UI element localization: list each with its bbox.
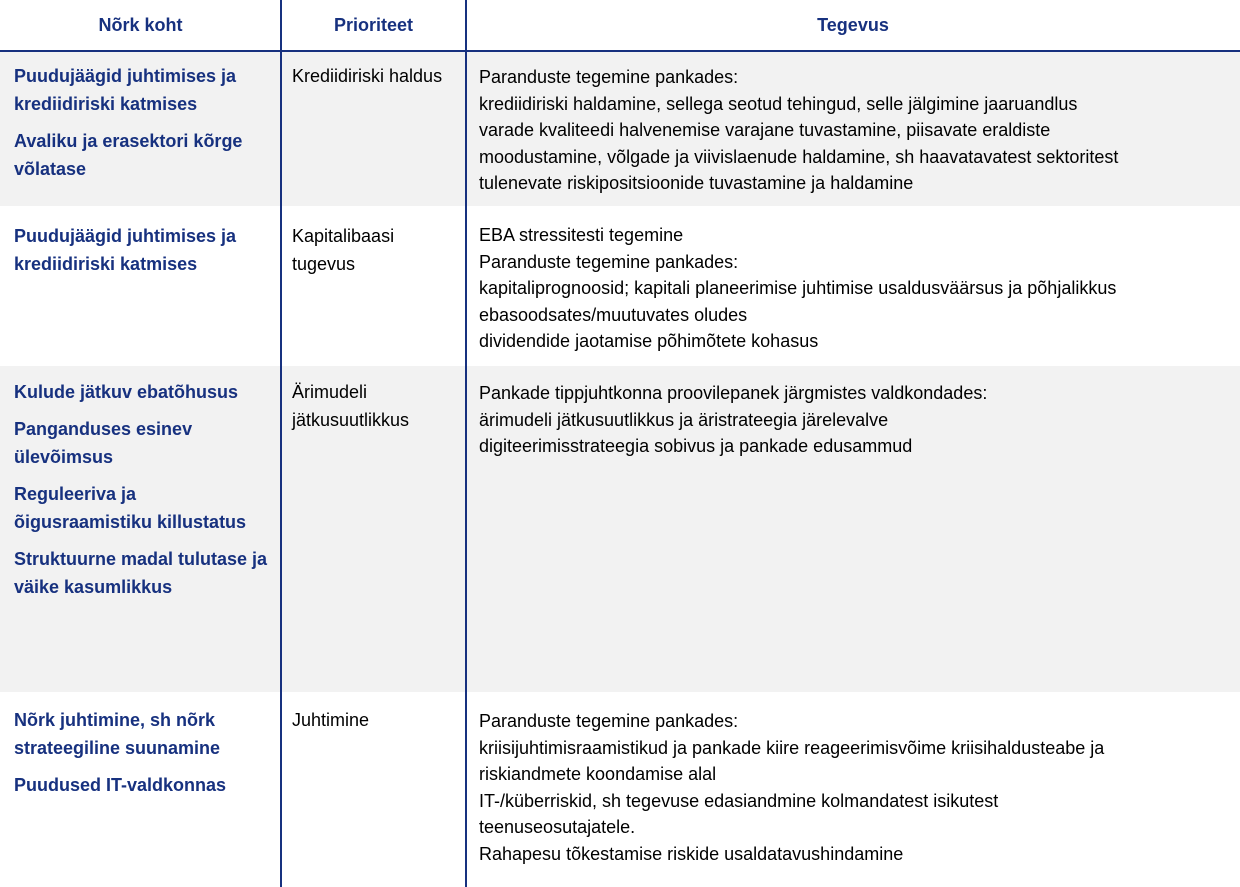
action-line: teenuseosutajatele.	[479, 817, 636, 837]
header-action: Tegevus	[817, 14, 889, 35]
action-line: varade kvaliteedi halvenemise varajane tuvastamine, piisavate eraldiste	[479, 120, 1051, 140]
header-priority: Prioriteet	[333, 14, 414, 35]
weak-point: Struktuurne madal tulutase ja väike kasumlikkus	[14, 549, 268, 597]
weak-point: Panganduses esinev ülevõimsus	[14, 419, 193, 467]
weak-point: Puudujäägid juhtimises ja krediidiriski katmises	[14, 66, 237, 114]
weak-point: Reguleeriva ja õigusraamistiku killustatus	[14, 484, 247, 532]
column-divider	[465, 0, 467, 887]
weak-points-cell	[14, 62, 276, 192]
weak-point: Puudused IT-valdkonnas	[14, 775, 227, 795]
weak-point: Kulude jätkuv ebatõhusus	[14, 382, 239, 402]
action-line: ebasoodsates/muutuvates oludes	[479, 304, 748, 325]
action-line: kapitaliprognoosid; kapitali planeerimise juhtimise usaldusväärsus ja põhjalikkus	[479, 278, 1117, 298]
priority-cell: Kapitalibaasi tugevus	[292, 226, 395, 274]
action-line: Paranduste tegemine pankades:	[479, 67, 739, 87]
action-line: ärimudeli jätkusuutlikkus ja äristrateegia järelevalve	[479, 409, 889, 430]
action-line: Rahapesu tõkestamise riskide usaldatavushindamine	[479, 843, 904, 864]
action-line: EBA stressitesti tegemine	[479, 225, 684, 245]
action-line: digiteerimisstrateegia sobivus ja pankade edusammud	[479, 436, 913, 456]
table-row	[0, 210, 1240, 362]
action-line: Pankade tippjuhtkonna proovilepanek järgmistes valdkondades:	[479, 383, 988, 403]
weak-point: Nõrk juhtimine, sh nõrk strateegiline suunamine	[14, 710, 221, 758]
action-line: kriisijuhtimisraamistikud ja pankade kiire reageerimisvõime kriisihaldusteabe ja	[479, 737, 1105, 758]
weak-points-cell	[14, 706, 276, 808]
action-cell	[479, 708, 1239, 867]
weak-point: Puudujäägid juhtimises ja krediidiriski katmises	[14, 226, 237, 274]
priority-cell: Ärimudeli jätkusuutlikkus	[292, 382, 410, 430]
column-divider	[280, 0, 282, 887]
action-line: Paranduste tegemine pankades:	[479, 251, 739, 272]
table-header	[0, 0, 1240, 52]
action-line: riskiandmete koondamise alal	[479, 764, 717, 784]
action-cell	[479, 380, 1239, 460]
action-line: moodustamine, võlgade ja viivislaenude haldamine, sh haavatavatest sektoritest	[479, 146, 1119, 167]
action-cell	[479, 222, 1239, 355]
action-cell	[479, 64, 1239, 197]
action-line: Paranduste tegemine pankades:	[479, 711, 739, 731]
action-line: dividendide jaotamise põhimõtete kohasus	[479, 331, 819, 351]
action-line: IT-/küberriskid, sh tegevuse edasiandmine kolmandatest isikutest	[479, 790, 999, 811]
action-line: tulenevate riskipositsioonide tuvastamine ja haldamine	[479, 173, 914, 193]
priority-cell: Juhtimine	[292, 710, 370, 730]
table-row	[0, 696, 1240, 887]
weak-points-cell	[14, 378, 276, 610]
action-line: krediidiriski haldamine, sellega seotud tehingud, selle jälgimine jaaruandlus	[479, 93, 1078, 114]
priority-cell: Krediidiriski haldus	[292, 66, 443, 86]
table-row	[0, 52, 1240, 206]
weak-points-cell	[14, 222, 276, 287]
weak-point: Avaliku ja erasektori kõrge võlatase	[14, 131, 243, 179]
table-row	[0, 366, 1240, 692]
header-weak-point: Nõrk koht	[98, 14, 183, 35]
